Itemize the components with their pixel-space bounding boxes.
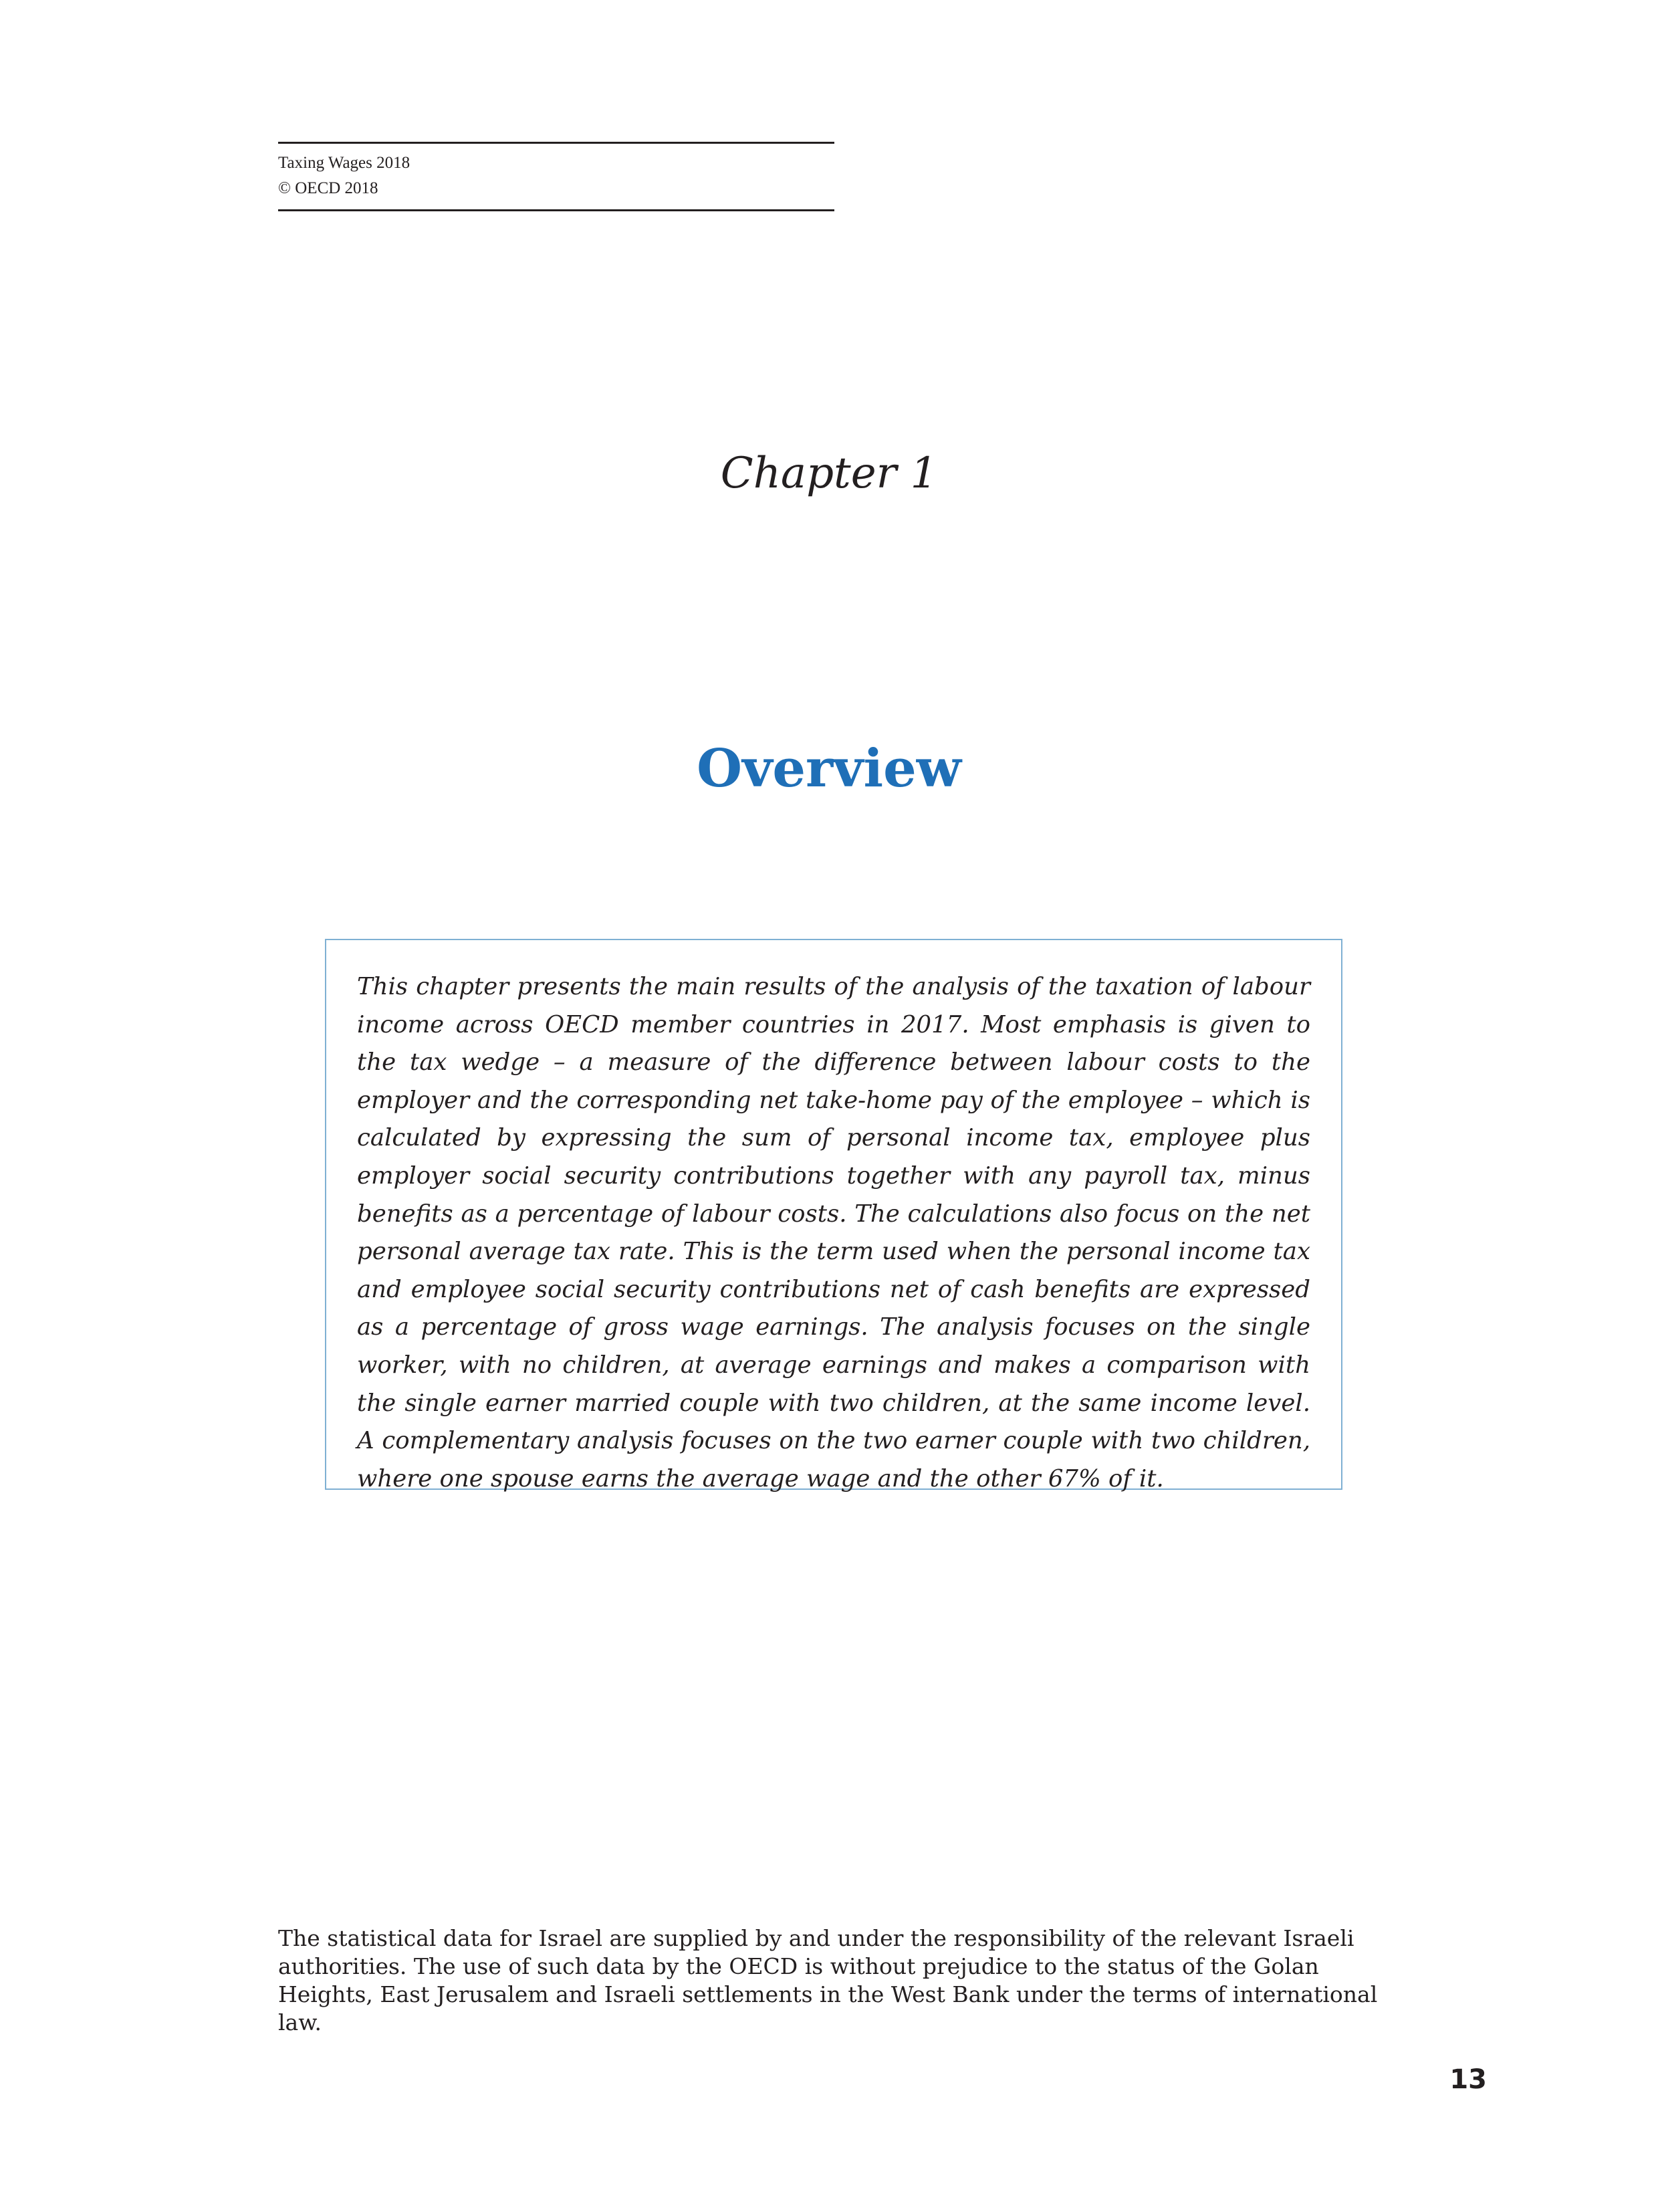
footnote: The statistical data for Israel are supplied by and under the responsibility of the relevant Israeli authorities. The use of such data by the OECD is without prejudice to the status of the Golan Heights, East Jerusalem and Israeli settlements in the West Bank under the terms of international law. <box>278 1925 1378 2035</box>
page-number: 13 <box>1449 2064 1487 2095</box>
publication-title: Taxing Wages 2018 <box>278 154 410 172</box>
abstract-box <box>325 939 1342 1490</box>
chapter-title: Overview <box>697 738 961 799</box>
chapter-label: Chapter 1 <box>720 449 938 498</box>
running-header <box>278 142 834 211</box>
abstract-text: This chapter presents the main results of the analysis of the taxation of labour income across OECD member countries in 2017. Most emphasis is given to the tax wedge – a measure of the difference between labour costs to the employer and the corresponding net take-home pay of the employee – which is calculated by expressing the sum of personal income tax, employee plus employer social security contributions together with any payroll tax, minus benefits as a percentage of labour costs. The calculations also focus on the net personal average tax rate. This is the term used when the personal income tax and employee social security contributions net of cash benefits are expressed as a percentage of gross wage earnings. The analysis focuses on the single worker, with no children, at average earnings and makes a comparison with the single earner married couple with two children, at the same income level. A complementary analysis focuses on the two earner couple with two children, where one spouse earns the average wage and the other 67% of it. <box>357 973 1310 1492</box>
copyright-notice: © OECD 2018 <box>278 179 378 197</box>
